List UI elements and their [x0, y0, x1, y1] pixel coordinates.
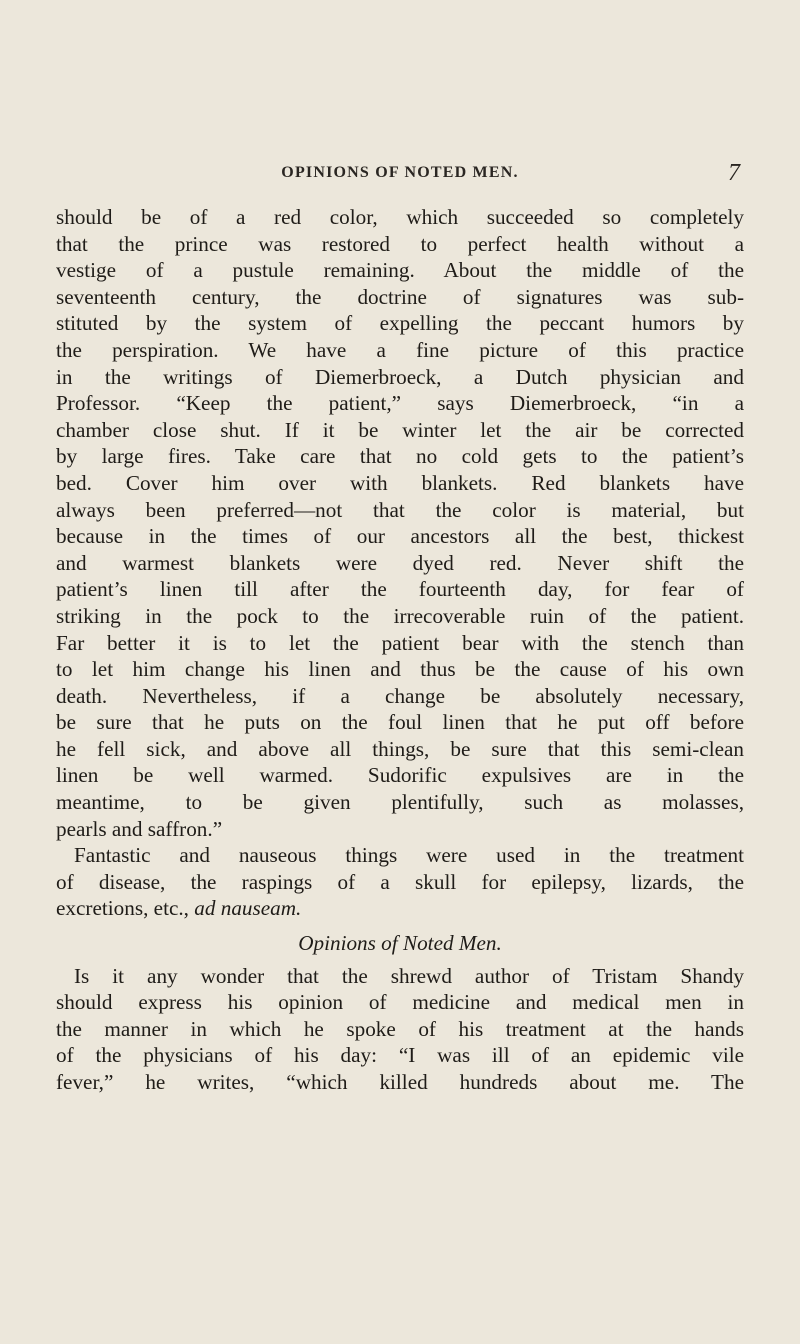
text-line: always been preferred—not that the color is material, but	[56, 497, 744, 522]
text-line: the manner in which he spoke of his treatment at the hands	[56, 1016, 744, 1041]
text-line: he fell sick, and above all things, be sure that this semi-clean	[56, 736, 744, 761]
text-line: should be of a red color, which succeeded so completely	[56, 205, 744, 229]
text-line: Is it any wonder that the shrewd author of Tristam Shandy	[74, 963, 744, 988]
text-line: Professor. “Keep the patient,” says Diemerbroeck, “in a	[56, 391, 744, 416]
text-line: Far better it is to let the patient bear with the stench than	[56, 630, 744, 655]
text-line: vestige of a pustule remaining. About the middle of the	[56, 258, 744, 283]
text-line: the perspiration. We have a fine picture of this practice	[56, 337, 744, 362]
text-line: patient’s linen till after the fourteenth day, for fear of	[56, 577, 744, 602]
running-title: OPINIONS OF NOTED MEN.	[281, 164, 519, 181]
text-line: be sure that he puts on the foul linen that he put off before	[56, 710, 744, 735]
text-fragment: excretions, etc.,	[56, 896, 189, 921]
paragraph-2	[56, 842, 744, 922]
text-line: linen be well warmed. Sudorific expulsives are in the	[56, 763, 744, 788]
text-line: by large fires. Take care that no cold gets to the patient’s	[56, 444, 744, 469]
text-line: striking in the pock to the irrecoverable ruin of the patient.	[56, 603, 744, 628]
running-head	[56, 160, 744, 194]
body-text	[56, 204, 744, 1096]
paragraph-1	[56, 204, 744, 842]
text-line: chamber close shut. If it be winter let the air be corrected	[56, 417, 744, 442]
text-line: bed. Cover him over with blankets. Red blankets have	[56, 470, 744, 495]
text-line: Fantastic and nauseous things were used in the treatment	[74, 843, 744, 868]
text-line: fever,” he writes, “which killed hundreds about me. The	[56, 1070, 744, 1094]
paragraph-3	[56, 963, 744, 1096]
text-line: pearls and saffron.”	[56, 816, 223, 841]
text-line: because in the times of our ancestors all the best, thickest	[56, 524, 744, 549]
text-line: stituted by the system of expelling the peccant humors by	[56, 311, 744, 336]
text-line: in the writings of Diemerbroeck, a Dutch physician and	[56, 364, 744, 389]
text-line	[56, 895, 744, 922]
text-line: of disease, the raspings of a skull for epilepsy, lizards, the	[56, 869, 744, 894]
text-line: seventeenth century, the doctrine of signatures was sub-	[56, 284, 744, 309]
section-heading: Opinions of Noted Men.	[298, 931, 502, 956]
italic-phrase: ad nauseam.	[194, 896, 302, 921]
text-line: meantime, to be given plentifully, such as molasses,	[56, 790, 744, 815]
text-line: death. Nevertheless, if a change be absolutely necessary,	[56, 683, 744, 708]
text-line: that the prince was restored to perfect health without a	[56, 231, 744, 256]
page-number: 7	[728, 160, 740, 186]
text-line: should express his opinion of medicine and medical men in	[56, 990, 744, 1015]
text-line: to let him change his linen and thus be the cause of his own	[56, 657, 744, 682]
text-line: of the physicians of his day: “I was ill of an epidemic vile	[56, 1043, 744, 1068]
text-line: and warmest blankets were dyed red. Never shift the	[56, 550, 744, 575]
